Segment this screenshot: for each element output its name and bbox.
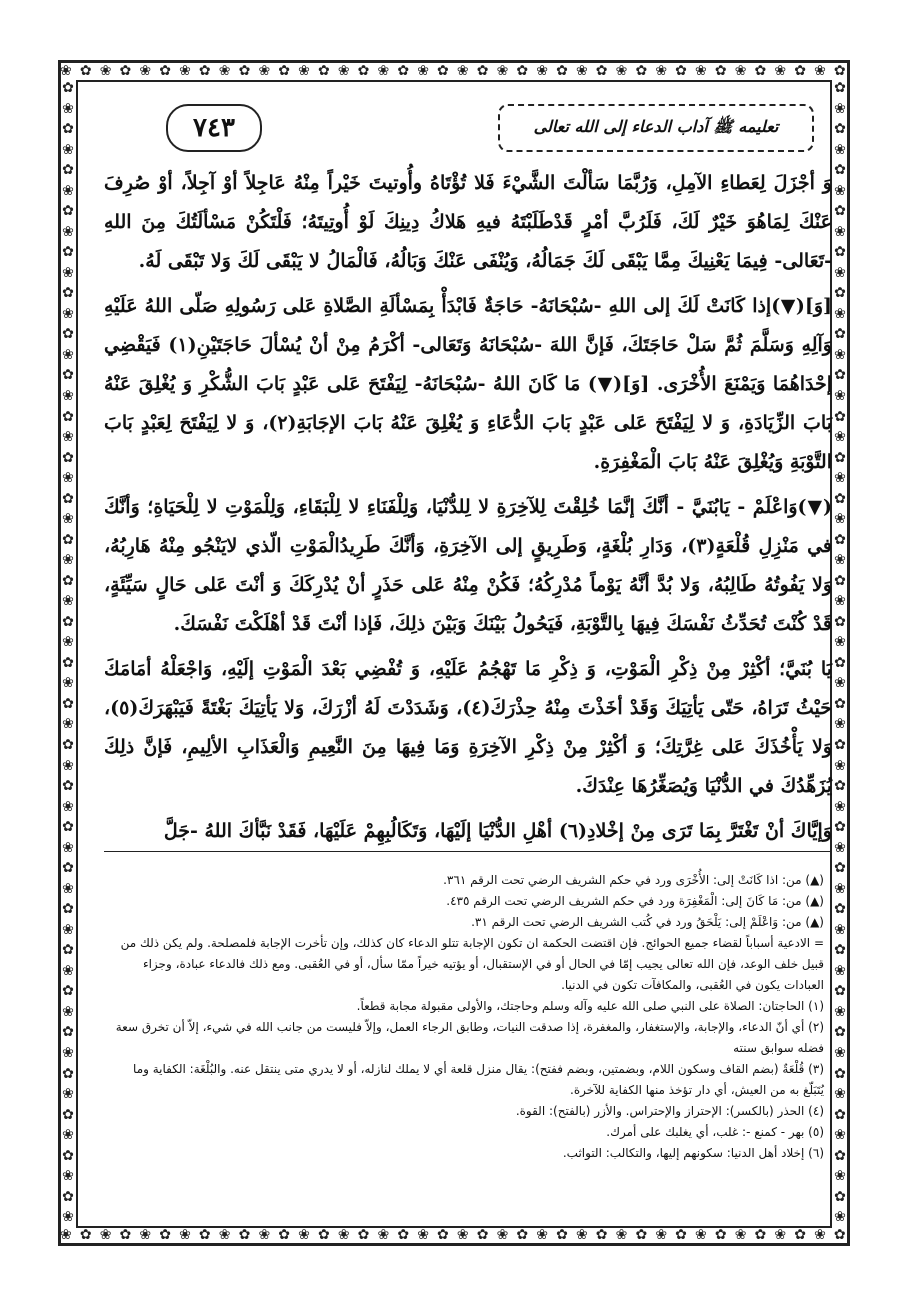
paragraph: وَ أجْزَلَ لِعَطاءِ الآمِلِ، وَرُبَّمَا سَألْتَ الشَّيْءَ فَلا تُؤْتَاهُ وأُوتيتَ خَيْراً مِنْهُ عَاجِلاً أوْ آجِلاً، أوْ صُرِفَ عَنْكَ لِمَاهُوَ خَيْرٌ لَكَ، فَلَرُبَّ أمْرٍ قَدْطَلَبْتَهُ فيهِ هَلاكُ دِينِكَ لَوْ أُوتِيتَهُ؛ فَلْتَكُنْ مَسْألَتُكَ مِنَ اللهِ -تَعَالى- فِيمَا يَعْنِيكَ مِمَّا يَبْقَى لَكَ جَمَالُهُ، وَيُنْفَى عَنْكَ وَبَالُهُ، فَالْمَالُ لا يَبْقَى لَكَ وَلا تَبْقَى لَهُ. xyxy=(104,172,832,272)
paragraph: [وَ](▼)إذا كَانَتْ لَكَ إلى اللهِ -سُبْحَانَهُ- حَاجَةٌ فَابْدَأْ بِمَسْألَةِ الصَّلاةِ عَلى رَسُولِهِ صَلّى اللهُ عَلَيْهِ وَآلِهِ وَسَلَّمَ ثُمَّ سَلْ حَاجَتَكَ، فَإنَّ اللهَ -سُبْحَانَهُ وَتَعَالى- أكْرَمُ مِنْ أنْ يُسْألَ حَاجَتَيْنِ(١) فَيَقْضِي إحْدَاهُمَا وَيَمْنَعَ الأُخْرَى. [وَ](▼) مَا كَانَ اللهُ -سُبْحَانَهُ- لِيَفْتَحَ عَلى عَبْدٍ بَابَ الشُّكْرِ وَ يُغْلِقَ عَنْهُ بَابَ الزِّيَادَةِ، وَ لا لِيَفْتَحَ عَلى عَبْدٍ بَابَ الدُّعَاءِ وَ يُغْلِقَ عَنْهُ بَابَ الإجَابَةِ(٢)، وَ لا لِيَفْتَحَ لِعَبْدٍ بَابَ التَّوْبَةِ وَيُغْلِقَ عَنْهُ بَابَ الْمَغْفِرَةِ. xyxy=(104,295,833,473)
footnote: (٥) بهر - كمنع -: غلب، أي يغلبك على أمرك. xyxy=(606,1125,824,1139)
footnote: = الادعية أسباباً لقضاء جميع الحوائج. فإن اقتضت الحكمة ان تكون الإجابة تتلو الدعاء كان كذلك، وإن تأخرت الإجابة فلمصلحة. ولم يكن ذلك من قبيل خلف الوعد، فإن الله تعالى يجيب إمّا في الحال أو في الإستقبال، أو يؤتيه خيراً ممّا سأل، أو في العُقبى. ومع ذلك فالدعاء عبادة، وجزاء العبادات يكون في العُقبى، والمكافآت تكون في الدنيا. xyxy=(120,936,824,992)
page-number: ٧٤٣ xyxy=(166,104,262,152)
footnote: (▲) من: مَا كَانَ إلى: الْمَغْفِرَة ورد في حكم الشريف الرضي تحت الرقم ٤٣٥. xyxy=(446,894,824,908)
footnotes xyxy=(112,870,824,1210)
paragraph: (▼)وَاعْلَمْ - يَابُنَيَّ - أنَّكَ إنَّمَا خُلِقْتَ لِلآخِرَةِ لا لِلدُّنْيَا، وَلِلْفَنَاءِ لا لِلْبَقَاءِ، وَلِلْمَوْتِ لا لِلْحَيَاةِ؛ وَأنَّكَ في مَنْزِلِ قُلْعَةٍ(٣)، وَدَارِ بُلْغَةٍ، وَطَرِيقٍ إلى الآخِرَةِ، وَأنَّكَ طَرِيدُالْمَوْتِ الّذي لايَنْجُو مِنْهُ هَارِبُهُ، وَلا يَفُوتُهُ طَالِبُهُ، وَلا بُدَّ أنَّهُ يَوْماً مُدْرِكُهُ؛ فَكُنْ مِنْهُ عَلى حَذَرٍ أنْ يُدْرِكَكَ وَ أنْتَ عَلى حَالٍ سَيِّئَةٍ، قَدْ كُنْتَ تُحَدِّثُ نَفْسَكَ فِيهَا بِالتَّوْبَةِ، فَيَحُولُ بَيْنَكَ وَبَيْنَ ذلِكَ، فَإذا أنْتَ قَدْ أهْلَكْتَ نَفْسَكَ. xyxy=(104,496,833,635)
paragraph: وَإيَّاكَ أنْ تَغْتَرَّ بِمَا تَرَى مِنْ إخْلادِ(٦) أهْلِ الدُّنْيَا إلَيْهَا، وَتَكَالُبِهِمْ عَلَيْهَا، فَقَدْ نَبَّأكَ اللهُ -جَلَّ xyxy=(104,812,832,852)
top-floral-ornament: ❀ ✿ ❀ ✿ ❀ ✿ ❀ ✿ ❀ ✿ ❀ ✿ ❀ ✿ ❀ ✿ ❀ ✿ ❀ ✿ ❀ ✿ ❀ ✿ ❀ ✿ ❀ ✿ ❀ ✿ ❀ ✿ ❀ ✿ ❀ ✿ ❀ ✿ ❀ ✿ xyxy=(60,63,846,79)
main-text xyxy=(104,164,832,864)
bottom-floral-ornament: ❀ ✿ ❀ ✿ ❀ ✿ ❀ ✿ ❀ ✿ ❀ ✿ ❀ ✿ ❀ ✿ ❀ ✿ ❀ ✿ ❀ ✿ ❀ ✿ ❀ ✿ ❀ ✿ ❀ ✿ ❀ ✿ ❀ ✿ ❀ ✿ ❀ ✿ ❀ ✿ xyxy=(60,1227,846,1243)
page-header xyxy=(96,100,820,156)
right-floral-ornament: ✿ ❀ ✿ ❀ ✿ ❀ ✿ ❀ ✿ ❀ ✿ ❀ ✿ ❀ ✿ ❀ ✿ ❀ ✿ ❀ ✿ ❀ ✿ ❀ ✿ ❀ ✿ ❀ ✿ ❀ ✿ ❀ ✿ ❀ ✿ ❀ ✿ ❀ ✿ ❀ ✿ ❀ ✿ ❀ ✿ ❀ ✿ ❀ ✿ ❀ ✿ ❀ ✿ ❀ ✿ ❀ xyxy=(834,80,846,1226)
footnote: (▲) من: اذا كَانَتْ إلى: الأُخْرَى ورد في حكم الشريف الرضي تحت الرقم ٣٦١. xyxy=(443,873,824,887)
footnote: (▲) من: وَاعْلَمْ إلى: يَلْحَقُ ورد في كُتب الشريف الرضي تحت الرقم ٣١. xyxy=(471,915,824,929)
footnote: (٤) الحذر (بالكسر): الإحتراز والإحتراس. والأزر (بالفتح): القوة. xyxy=(515,1104,824,1118)
footnote: (٣) قُلْعَةٌ (بضم القاف وسكون اللام، وبضمتين، وبضم ففتح): يقال منزل قلعة أي لا يملك لنازله، أو لا يدري متى ينتقل عنه. والبُلْغَة: الكفاية وما يُتَبَلّغ به من العيش، أي دار تؤخذ منها الكفاية للآخرة. xyxy=(133,1062,824,1097)
paragraph: يَا بُنَيَّ؛ أكْثِرْ مِنْ ذِكْرِ الْمَوْتِ، وَ ذِكْرِ مَا تَهْجُمُ عَلَيْهِ، وَ تُفْضِي بَعْدَ الْمَوْتِ إلَيْهِ، وَاجْعَلْهُ أمَامَكَ حَيْثُ تَرَاهُ، حَتّى يَأتِيَكَ وَقَدْ أخَذْتَ مِنْهُ حِذْرَكَ(٤)، وَشَدَدْتَ لَهُ أزْرَكَ، وَلا يَأتِيَكَ بَغْتَةً فَيَبْهَرَكَ(٥)، وَلا يَأْخُذَكَ عَلى غِرَّتِكَ؛ وَ أكْثِرْ مِنْ ذِكْرِ الآخِرَةِ وَمَا فِيهَا مِنَ النَّعِيمِ وَالْعَذَابِ الألِيمِ، فَإنَّ ذلِكَ يُزَهِّدُكَ في الدُّنْيَا وَيُصَغِّرُهَا عِنْدَكَ. xyxy=(104,658,832,797)
footnote: (٢) أي أنّ الدعاء، والإجابة، والإستغفار، والمغفرة، إذا صدقت النيات، وطابق الرجاء العمل، وإلاّ فليست من جانب الله في شيء، إلاّ أن تخرق سعة فضله سوابق سنته xyxy=(115,1020,824,1055)
footnote: (٦) إخلاد أهل الدنيا: سكونهم إليها، والتكالب: التواثب. xyxy=(562,1146,824,1160)
section-title: تعليمه ﷺ آداب الدعاء إلى الله تعالى xyxy=(498,104,814,152)
left-floral-ornament: ✿ ❀ ✿ ❀ ✿ ❀ ✿ ❀ ✿ ❀ ✿ ❀ ✿ ❀ ✿ ❀ ✿ ❀ ✿ ❀ ✿ ❀ ✿ ❀ ✿ ❀ ✿ ❀ ✿ ❀ ✿ ❀ ✿ ❀ ✿ ❀ ✿ ❀ ✿ ❀ ✿ ❀ ✿ ❀ ✿ ❀ ✿ ❀ ✿ ❀ ✿ ❀ ✿ ❀ ✿ ❀ xyxy=(62,80,74,1226)
footnote: (١) الحاجتان: الصلاة على النبي صلى الله عليه وآله وسلم وحاجتك، والأولى مقبولة مجابة قطعاً. xyxy=(356,999,824,1013)
